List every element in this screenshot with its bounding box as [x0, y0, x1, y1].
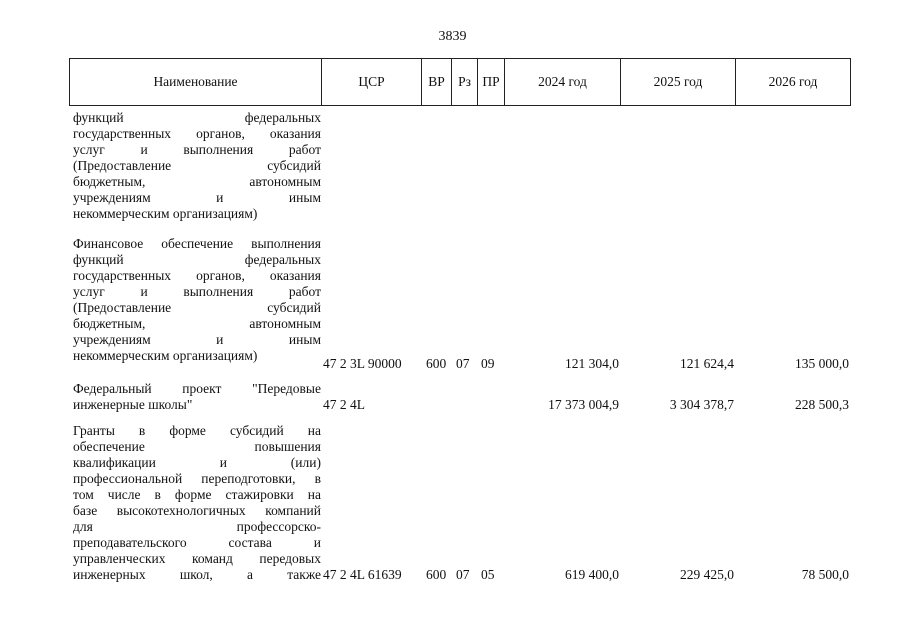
row-3-line-1: обеспечение повышения — [73, 439, 321, 454]
row-3-line-0: Гранты в форме субсидий на — [73, 423, 321, 438]
row-0-name — [73, 110, 321, 222]
row-1-pr: 09 — [481, 356, 495, 371]
row-1-line-4: (Предоставление субсидий — [73, 300, 321, 315]
row-2-csr: 47 2 4L — [323, 397, 365, 412]
row-1-csr: 47 2 3L 90000 — [323, 356, 402, 371]
table-header — [69, 58, 851, 106]
row-1-line-3: услуг и выполнения работ — [73, 284, 321, 299]
row-0-line-5: учреждениям и иным — [73, 190, 321, 205]
row-0-line-3: (Предоставление субсидий — [73, 158, 321, 173]
row-3-line-4: том числе в форме стажировки на — [73, 487, 321, 502]
row-3-line-5: базе высокотехнологичных компаний — [73, 503, 321, 518]
row-1-rz: 07 — [456, 356, 470, 371]
row-1-line-2: государственных органов, оказания — [73, 268, 321, 283]
row-1-2025: 121 624,4 — [680, 356, 734, 371]
row-3-rz: 07 — [456, 567, 470, 582]
row-3-line-7: преподавательского состава и — [73, 535, 321, 550]
row-3-2026: 78 500,0 — [801, 567, 849, 582]
row-0-line-1: государственных органов, оказания — [73, 126, 321, 141]
row-1-line-1: функций федеральных — [73, 252, 321, 267]
header-2024: 2024 год — [505, 59, 621, 105]
row-3-line-8: управленческих команд передовых — [73, 551, 321, 566]
row-0-line-0: функций федеральных — [73, 110, 321, 125]
row-1-line-6: учреждениям и иным — [73, 332, 321, 347]
header-pr: ПР — [478, 59, 505, 105]
row-1-line-5: бюджетным, автономным — [73, 316, 321, 331]
row-0-line-4: бюджетным, автономным — [73, 174, 321, 189]
row-1-line-7: некоммерческим организациям) — [73, 348, 258, 363]
row-2-2026: 228 500,3 — [795, 397, 849, 412]
row-3-line-6: для профессорско- — [73, 519, 321, 534]
row-1-vr: 600 — [426, 356, 447, 371]
row-0-line-6: некоммерческим организациям) — [73, 206, 258, 221]
row-2-2025: 3 304 378,7 — [669, 397, 734, 412]
row-1-name — [73, 236, 321, 364]
row-3-line-2: квалификации и (или) — [73, 455, 321, 470]
header-csr: ЦСР — [322, 59, 422, 105]
header-2025: 2025 год — [621, 59, 736, 105]
row-2-line-1: инженерные школы" — [73, 397, 193, 412]
row-3-line-3: профессиональной переподготовки, в — [73, 471, 321, 486]
row-3-pr: 05 — [481, 567, 495, 582]
row-3-2024: 619 400,0 — [565, 567, 619, 582]
row-1-line-0: Финансовое обеспечение выполнения — [73, 236, 321, 251]
header-name: Наименование — [70, 59, 322, 105]
row-0-line-2: услуг и выполнения работ — [73, 142, 321, 157]
row-3-line-9: инженерных школ, а также — [73, 567, 321, 582]
row-2-2024: 17 373 004,9 — [548, 397, 619, 412]
row-2-line-0: Федеральный проект "Передовые — [73, 381, 321, 396]
page-number: 3839 — [438, 29, 467, 44]
row-3-name — [73, 423, 321, 583]
row-3-csr: 47 2 4L 61639 — [323, 567, 402, 582]
header-rz: Рз — [452, 59, 478, 105]
header-2026: 2026 год — [768, 74, 818, 89]
row-3-vr: 600 — [426, 567, 447, 582]
row-1-2026: 135 000,0 — [795, 356, 849, 371]
header-vr: ВР — [422, 59, 452, 105]
row-2-name — [73, 381, 321, 413]
row-3-2025: 229 425,0 — [680, 567, 734, 582]
row-1-2024: 121 304,0 — [565, 356, 619, 371]
